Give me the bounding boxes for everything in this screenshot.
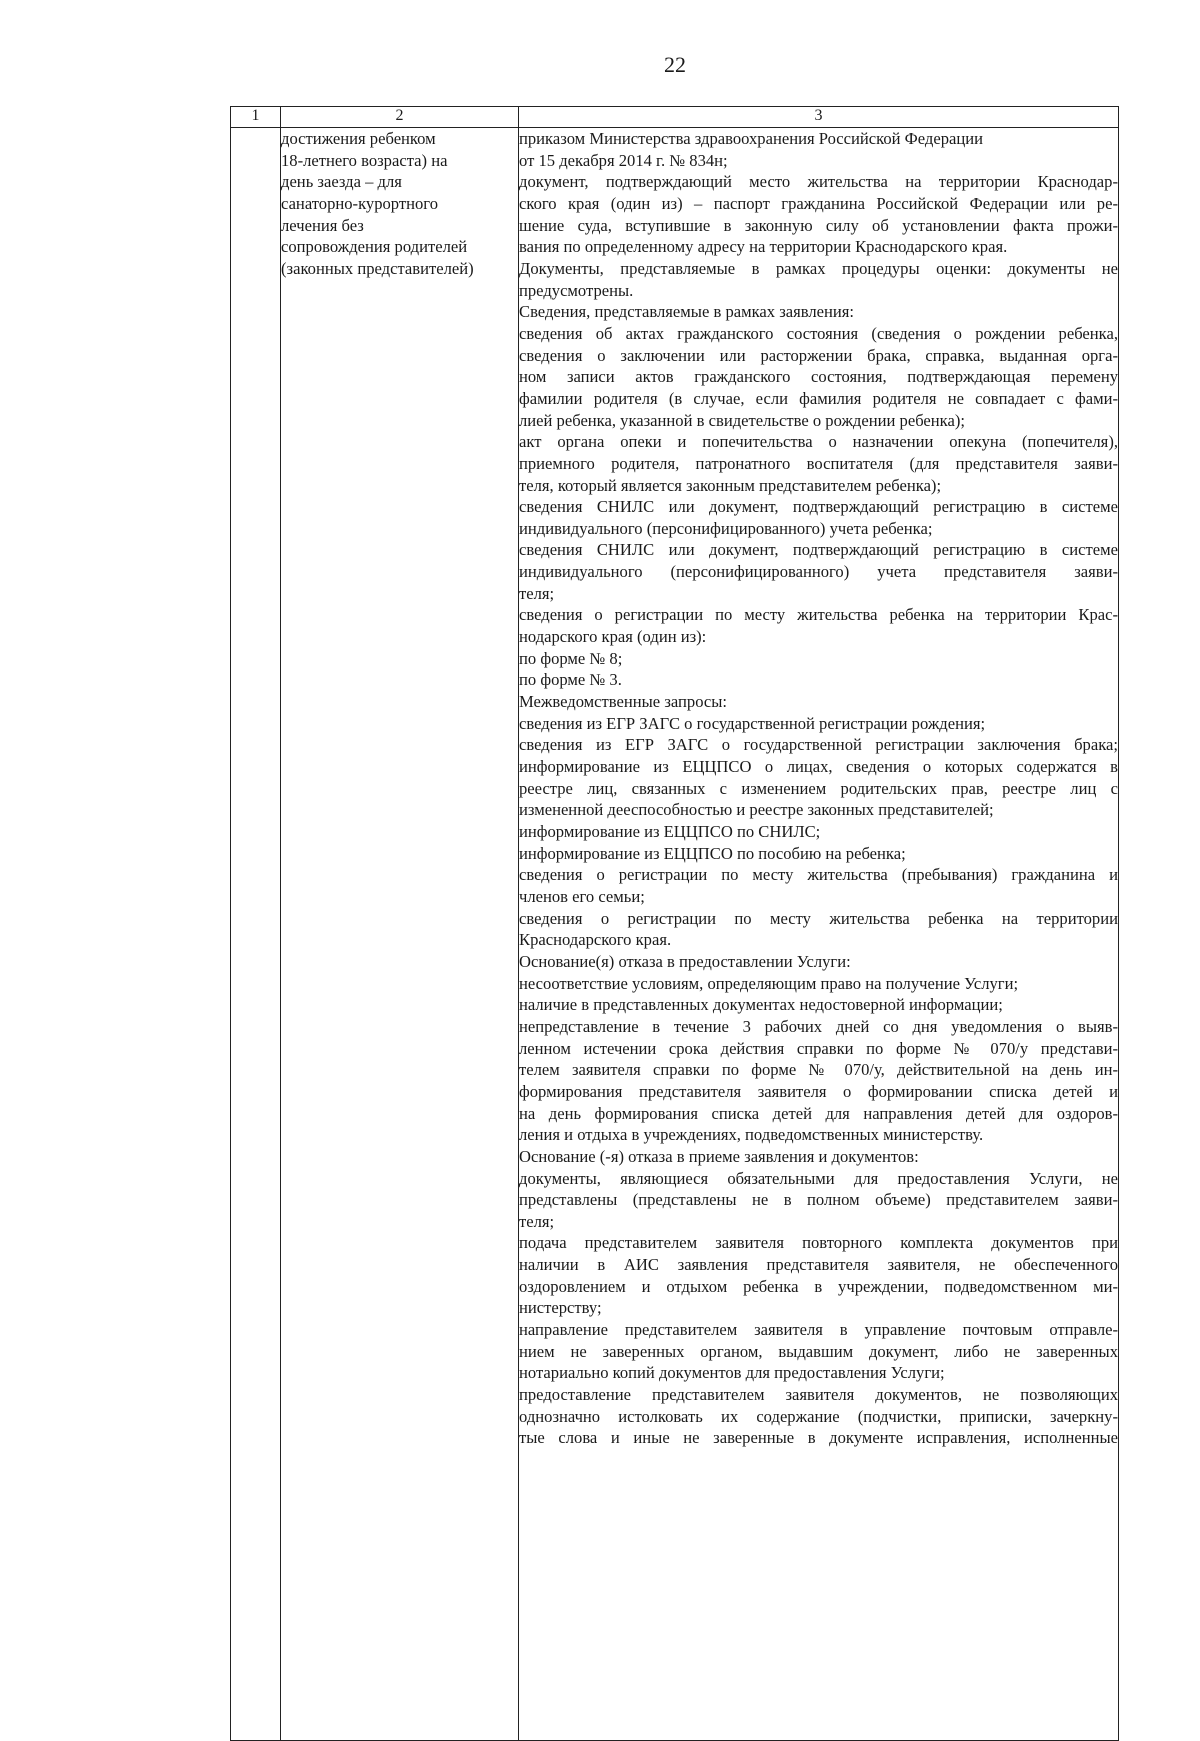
column-3-line: сведения о регистрации по месту жительства ребенка на территории: [519, 908, 1118, 928]
column-3-line: Сведения, представляемые в рамках заявления:: [519, 302, 855, 322]
column-3-line: от 15 декабря 2014 г. № 834н;: [519, 150, 728, 170]
column-3-line: нотариально копий документов для предоставления Услуги;: [519, 1363, 945, 1383]
column-3-line: нодарского края (один из):: [519, 627, 707, 647]
column-3-line: Краснодарского края.: [519, 930, 672, 950]
column-3-line: нистерству;: [519, 1298, 602, 1318]
column-3-line: теля;: [519, 1211, 555, 1231]
column-3-line: ленном истечении срока действия справки по форме № 070/у представи-: [519, 1038, 1118, 1058]
column-3-line: сведения из ЕГР ЗАГС о государственной регистрации заключения брака;: [519, 735, 1118, 755]
column-2-cell: [281, 128, 519, 1741]
column-2-line: день заезда – для: [281, 172, 402, 192]
column-3-line: сведения о регистрации по месту жительства ребенка на территории Крас-: [519, 605, 1118, 625]
column-3-line: тые слова и иные не заверенные в документе исправления, исполненные: [519, 1428, 1118, 1448]
column-3-line: наличие в представленных документах недостоверной информации;: [519, 995, 1003, 1015]
column-3-line: лией ребенка, указанной в свидетельстве о рождении ребенка);: [519, 410, 965, 430]
column-3-line: несоответствие условиям, определяющим право на получение Услуги;: [519, 973, 1019, 993]
column-3-line: информирование из ЕЦЦПСО о лицах, сведения о которых содержатся в: [519, 757, 1118, 777]
column-3-line: реестре лиц, связанных с изменением родительских прав, реестре лиц с: [519, 778, 1118, 798]
column-3-line: измененной дееспособностью и реестре законных представителей;: [519, 800, 994, 820]
column-3-line: подача представителем заявителя повторного комплекта документов при: [519, 1233, 1118, 1253]
column-3-line: предоставление представителем заявителя документов, не позволяющих: [519, 1385, 1118, 1405]
column-2-line: сопровождения родителей: [281, 237, 468, 257]
table-header-row: [231, 107, 1119, 128]
column-3-line: сведения о регистрации по месту жительства (пребывания) гражданина и: [519, 865, 1118, 885]
column-3-cell: [519, 128, 1119, 1741]
column-3-line: индивидуального (персонифицированного) учета представителя заяви-: [519, 562, 1118, 582]
column-3-line: сведения из ЕГР ЗАГС о государственной регистрации рождения;: [519, 713, 986, 733]
column-3-line: на день формирования списка детей для направления детей для оздоров-: [519, 1103, 1118, 1123]
column-2-line: (законных представителей): [281, 258, 474, 278]
services-table: [230, 106, 1119, 1741]
column-3-line: документ, подтверждающий место жительства на территории Краснодар-: [519, 172, 1118, 192]
column-3-line: непредставление в течение 3 рабочих дней со дня уведомления о выяв-: [519, 1016, 1118, 1036]
column-3-line: телем заявителя справки по форме № 070/у, действительной на день ин-: [519, 1060, 1118, 1080]
column-3-line: информирование из ЕЦЦПСО по СНИЛС;: [519, 822, 821, 841]
column-3-line: Межведомственные запросы:: [519, 692, 728, 712]
column-3-line: сведения СНИЛС или документ, подтверждающий регистрацию в системе: [519, 540, 1118, 560]
column-3-line: Основание(я) отказа в предоставлении Услуги:: [519, 951, 851, 971]
column-3-line: приемного родителя, патронатного воспитателя (для представителя заяви-: [519, 453, 1118, 473]
column-3-line: сведения СНИЛС или документ, подтверждающий регистрацию в системе: [519, 497, 1118, 517]
column-3-line: документы, являющиеся обязательными для предоставления Услуги, не: [519, 1168, 1118, 1188]
column-3-line: Документы, представляемые в рамках процедуры оценки: документы не: [519, 258, 1118, 278]
column-3-line: индивидуального (персонифицированного) учета ребенка;: [519, 518, 933, 538]
column-3-line: акт органа опеки и попечительства о назначении опекуна (попечителя),: [519, 432, 1118, 452]
column-3-line: информирование из ЕЦЦПСО по пособию на ребенка;: [519, 843, 906, 863]
header-cell-2: 2: [281, 107, 519, 128]
column-3-line: ского края (один из) – паспорт гражданина Российской Федерации или ре-: [519, 193, 1118, 213]
column-3-line: шение суда, вступившие в законную силу об установлении факта прожи-: [519, 215, 1118, 235]
header-cell-3: 3: [519, 107, 1119, 128]
column-3-line: ном записи актов гражданского состояния, подтверждающая перемену: [519, 367, 1118, 387]
column-3-line: оздоровлением и отдыхом ребенка в учреждении, подведомственном ми-: [519, 1276, 1118, 1296]
column-3-line: теля;: [519, 583, 555, 603]
column-3-line: членов его семьи;: [519, 886, 645, 906]
column-1-cell: [231, 128, 281, 1741]
column-3-line: однозначно истолковать их содержание (подчистки, приписки, зачеркну-: [519, 1406, 1118, 1426]
column-2-line: санаторно-курортного: [281, 193, 438, 213]
column-3-line: сведения об актах гражданского состояния (сведения о рождении ребенка,: [519, 323, 1118, 343]
column-3-line: представлены (представлены не в полном объеме) представителем заяви-: [519, 1190, 1118, 1210]
column-3-line: фамилии родителя (в случае, если фамилия родителя не совпадает с фами-: [519, 388, 1118, 408]
column-2-line: 18-летнего возраста) на: [281, 150, 448, 170]
column-3-line: предусмотрены.: [519, 280, 634, 300]
column-3-line: вания по определенному адресу на территории Краснодарского края.: [519, 237, 1008, 257]
column-3-line: Основание (-я) отказа в приеме заявления и документов:: [519, 1146, 919, 1166]
column-2-line: достижения ребенком: [281, 129, 436, 148]
column-3-line: сведения о заключении или расторжении брака, справка, выданная орга-: [519, 345, 1118, 365]
column-3-line: направление представителем заявителя в управление почтовым отправле-: [519, 1320, 1118, 1340]
column-3-line: теля, который является законным представителем ребенка);: [519, 475, 942, 495]
column-3-line: ления и отдыха в учреждениях, подведомственных министерству.: [519, 1125, 984, 1145]
column-3-line: по форме № 3.: [519, 670, 622, 690]
table-body-row: [231, 128, 1119, 1741]
column-3-line: приказом Министерства здравоохранения Российской Федерации: [519, 129, 984, 148]
column-2-line: лечения без: [281, 215, 364, 235]
column-3-line: формирования представителя заявителя о формировании списка детей и: [519, 1081, 1118, 1101]
column-3-line: наличии в АИС заявления представителя заявителя, не обеспеченного: [519, 1255, 1118, 1275]
column-3-line: нием не заверенных органом, выдавшим документ, либо не заверенных: [519, 1341, 1118, 1361]
header-cell-1: 1: [231, 107, 281, 128]
page-number: 22: [664, 52, 686, 77]
column-3-line: по форме № 8;: [519, 648, 623, 668]
